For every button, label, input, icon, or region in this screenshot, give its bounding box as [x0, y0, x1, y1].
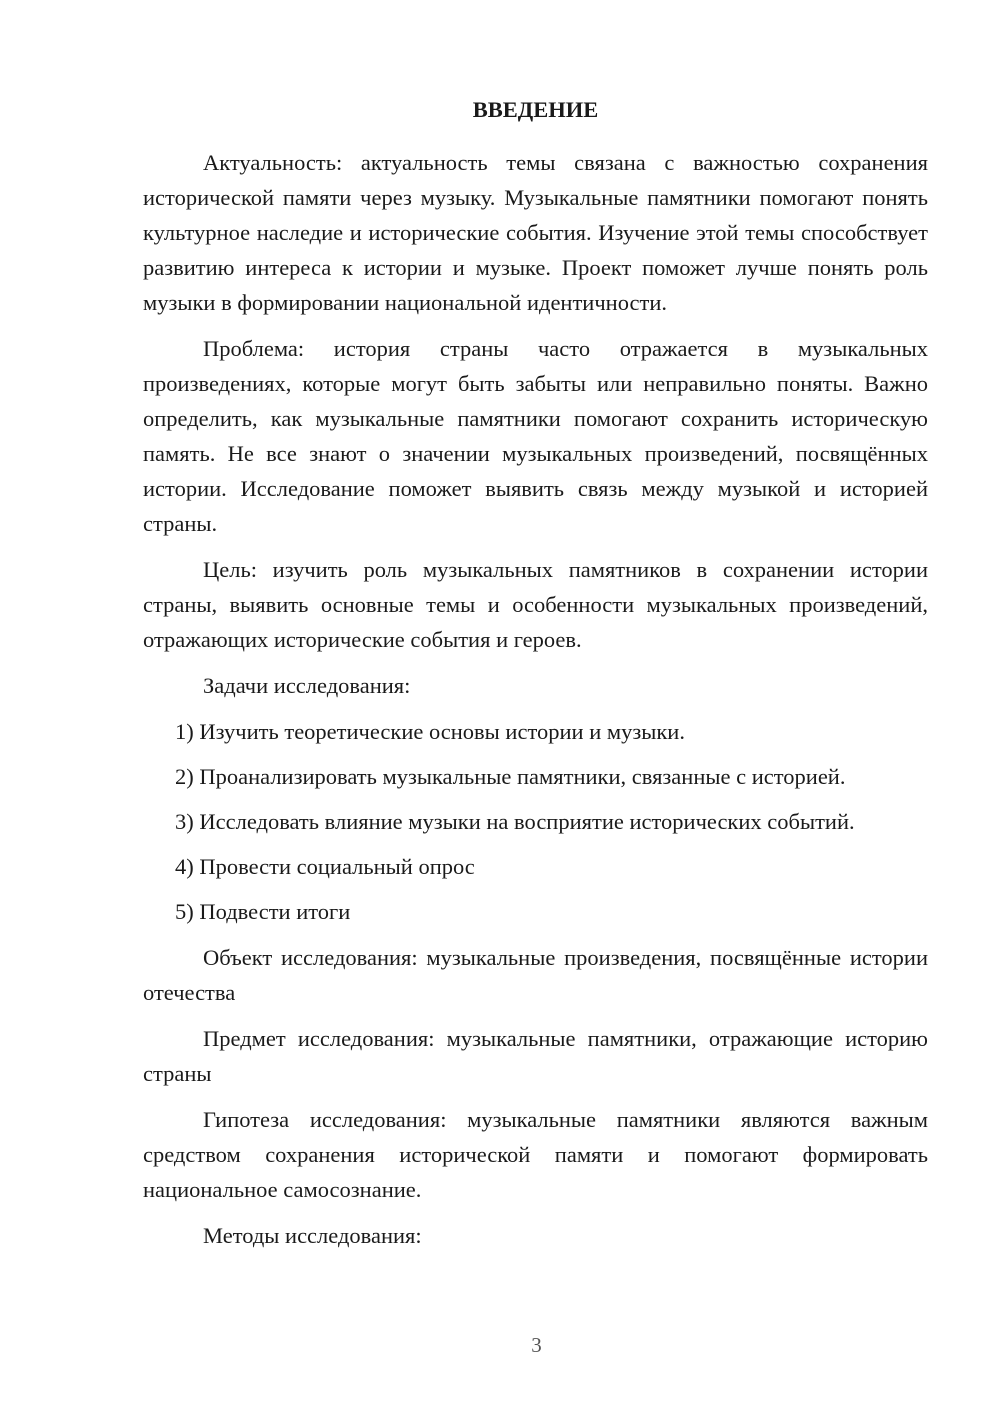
section-title: ВВЕДЕНИЕ: [472, 97, 599, 122]
paragraph-relevance: Актуальность: актуальность темы связана с важностью сохранения исторической памяти через музыку. Музыкальные памятники помогают понять культурное наследие и исторические события. Изучение этой темы способствует развитию интереса к истории и музыке. Проект поможет лучше понять роль музыки в формировании национальной идентичности.: [143, 150, 928, 315]
paragraph-problem: Проблема: история страны часто отражается в музыкальных произведениях, которые могут быть забыты или неправильно поняты. Важно определить, как музыкальные памятники помогают сохранить историческую память. Не все знают о значении музыкальных произведений, посвящённых истории. Исследование поможет выявить связь между музыкой и историей страны.: [143, 336, 928, 536]
list-item: 4) Провести социальный опрос: [175, 854, 475, 879]
page-content: [143, 92, 928, 1264]
methods-heading: Методы исследования:: [203, 1223, 422, 1248]
list-item: 1) Изучить теоретические основы истории и музыки.: [175, 719, 685, 744]
tasks-list: [143, 714, 928, 929]
paragraph-hypothesis: Гипотеза исследования: музыкальные памятники являются важным средством сохранения исторической памяти и помогают формировать национальное самосознание.: [143, 1107, 928, 1202]
paragraph-subject: Предмет исследования: музыкальные памятники, отражающие историю страны: [143, 1026, 928, 1086]
list-item: 5) Подвести итоги: [175, 899, 351, 924]
tasks-heading: Задачи исследования:: [203, 673, 411, 698]
paragraph-object: Объект исследования: музыкальные произведения, посвящённые истории отечества: [143, 945, 928, 1005]
list-item: 2) Проанализировать музыкальные памятники, связанные с историей.: [175, 764, 846, 789]
list-item: 3) Исследовать влияние музыки на восприятие исторических событий.: [175, 809, 855, 834]
paragraph-goal: Цель: изучить роль музыкальных памятников в сохранении истории страны, выявить основные темы и особенности музыкальных произведений, отражающих исторические события и героев.: [143, 557, 928, 652]
page-number: 3: [531, 1333, 542, 1357]
